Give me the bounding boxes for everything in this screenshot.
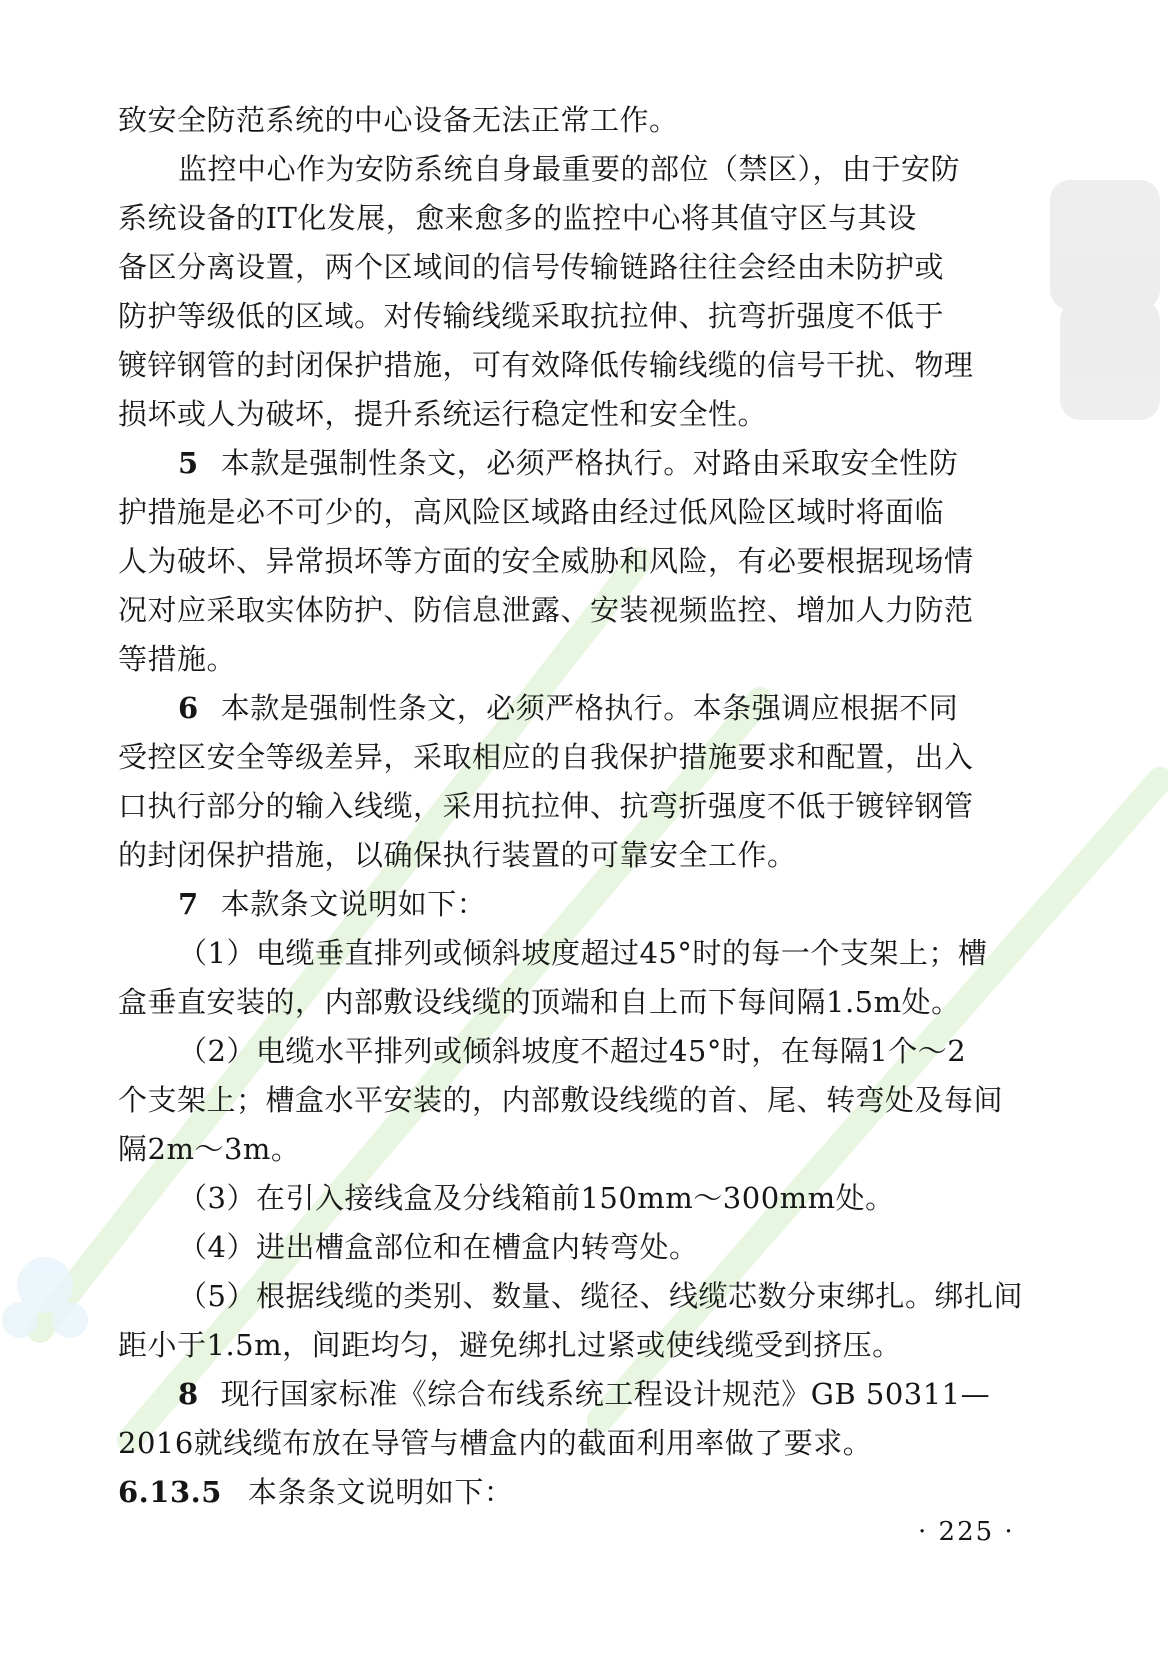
text-line: 备区分离设置，两个区域间的信号传输链路往往会经由未防护或 <box>118 250 945 284</box>
text-line: 口执行部分的输入线缆，采用抗拉伸、抗弯折强度不低于镀锌钢管 <box>118 789 974 823</box>
item-7-first-line <box>178 884 486 924</box>
text-line: 致安全防范系统的中心设备无法正常工作。 <box>118 103 679 137</box>
text-line: 人为破坏、异常损坏等方面的安全威胁和风险，有必要根据现场情 <box>118 544 974 578</box>
item-8-first-line <box>178 1374 990 1414</box>
text-line: 本条条文说明如下： <box>247 1475 514 1509</box>
text-line: 本款是强制性条文，必须严格执行。对路由采取安全性防 <box>220 446 959 480</box>
text-line: （5）根据线缆的类别、数量、缆径、线缆芯数分束绑扎。绑扎间 <box>178 1279 1023 1313</box>
text-line: 2016就线缆布放在导管与槽盒内的截面利用率做了要求。 <box>118 1426 873 1460</box>
item-5-first-line <box>178 443 958 483</box>
text-line: 个支架上；槽盒水平安装的，内部敷设线缆的首、尾、转弯处及每间 <box>118 1083 1004 1117</box>
section-number: 6.13.5 <box>118 1475 222 1509</box>
text-line: （2）电缆水平排列或倾斜坡度不超过45°时，在每隔1个～2 <box>178 1034 967 1068</box>
text-line: 本款是强制性条文，必须严格执行。本条强调应根据不同 <box>220 691 959 725</box>
item-6-first-line <box>178 688 958 728</box>
text-line: 系统设备的IT化发展，愈来愈多的监控中心将其值守区与其设 <box>118 201 917 235</box>
text-line: 隔2m～3m。 <box>118 1132 301 1166</box>
text-line: 护措施是必不可少的，高风险区域路由经过低风险区域时将面临 <box>118 495 945 529</box>
text-line: （3）在引入接线盒及分线箱前150mm～300mm处。 <box>178 1181 895 1215</box>
text-line: （1）电缆垂直排列或倾斜坡度超过45°时的每一个支架上；槽 <box>178 936 988 970</box>
text-line: 等措施。 <box>118 642 237 676</box>
text-line: 距小于1.5m，间距均匀，避免绑扎过紧或使线缆受到挤压。 <box>118 1328 902 1362</box>
text-line: 现行国家标准《综合布线系统工程设计规范》GB 50311— <box>220 1377 991 1411</box>
text-line: （4）进出槽盒部位和在槽盒内转弯处。 <box>178 1230 699 1264</box>
text-line: 镀锌钢管的封闭保护措施，可有效降低传输线缆的信号干扰、物理 <box>118 348 974 382</box>
text-line: 损坏或人为破坏，提升系统运行稳定性和安全性。 <box>118 397 768 431</box>
item-number: 7 <box>178 887 199 921</box>
page-number: · 225 · <box>918 1517 1015 1547</box>
text-line: 盒垂直安装的，内部敷设线缆的顶端和自上而下每间隔1.5m处。 <box>118 985 961 1019</box>
text-line: 防护等级低的区域。对传输线缆采取抗拉伸、抗弯折强度不低于 <box>118 299 945 333</box>
item-number: 6 <box>178 691 199 725</box>
text-line: 监控中心作为安防系统自身最重要的部位（禁区），由于安防 <box>178 152 961 186</box>
item-number: 5 <box>178 446 199 480</box>
text-line: 的封闭保护措施，以确保执行装置的可靠安全工作。 <box>118 838 797 872</box>
item-number: 8 <box>178 1377 199 1411</box>
text-line: 况对应采取实体防护、防信息泄露、安装视频监控、增加人力防范 <box>118 593 974 627</box>
section-heading <box>118 1472 513 1512</box>
text-line: 受控区安全等级差异，采取相应的自我保护措施要求和配置，出入 <box>118 740 974 774</box>
text-line: 本款条文说明如下： <box>220 887 487 921</box>
